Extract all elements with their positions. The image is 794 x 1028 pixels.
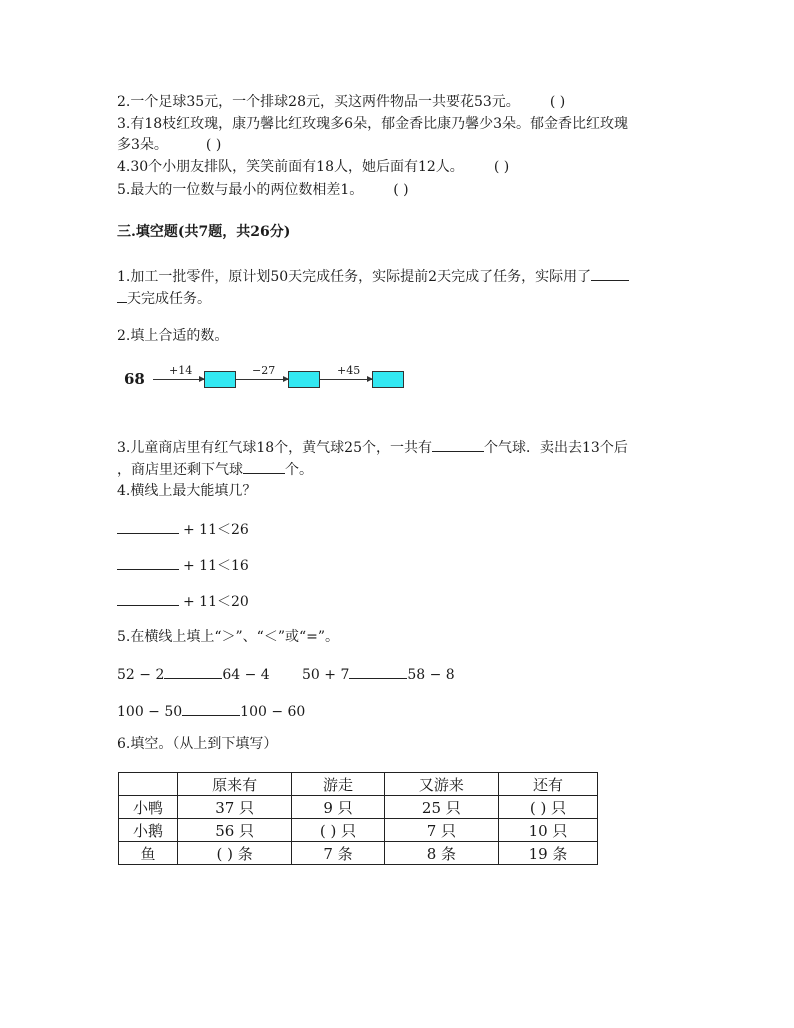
data-table xyxy=(118,772,598,865)
answer-blank[interactable] xyxy=(117,288,127,303)
flow-op-2: −27 xyxy=(252,364,276,377)
compare-row-2: 50 + 7 58 − 8 xyxy=(302,664,455,685)
answer-blank[interactable] xyxy=(349,664,407,679)
answer-parentheses[interactable]: ( ) xyxy=(205,137,222,153)
arrow-icon xyxy=(153,379,204,380)
table-answer-cell[interactable]: ( ) 条 xyxy=(178,842,292,865)
answer-blank[interactable] xyxy=(432,437,484,452)
judge-question-5: 5.最大的一位数与最小的两位数相差1。 ( ) xyxy=(117,182,409,198)
arrow-icon xyxy=(320,379,372,380)
judge-question-3-line2: 多3朵。 ( ) xyxy=(117,137,222,153)
fill-question-3-line2: ，商店里还剩下气球 个。 xyxy=(117,459,313,480)
table-cell: 小鸭 xyxy=(119,796,178,819)
table-cell: 10 只 xyxy=(498,819,597,842)
table-cell: 小鹅 xyxy=(119,819,178,842)
answer-blank[interactable] xyxy=(117,555,179,570)
table-row xyxy=(119,796,598,819)
table-row xyxy=(119,842,598,865)
inequality-row-1: + 11＜26 xyxy=(117,519,249,540)
table-cell: 37 只 xyxy=(178,796,292,819)
judge-question-4: 4.30个小朋友排队，笑笑前面有18人，她后面有12人。 ( ) xyxy=(117,159,510,175)
table-header-row xyxy=(119,773,598,796)
answer-blank[interactable] xyxy=(117,591,179,606)
table-cell: 鱼 xyxy=(119,842,178,865)
table-answer-cell[interactable]: ( ) 只 xyxy=(292,819,384,842)
answer-blank[interactable] xyxy=(164,664,222,679)
fill-question-2: 2.填上合适的数。 xyxy=(117,328,229,344)
flow-start-number: 68 xyxy=(124,370,145,388)
fill-question-4: 4.横线上最大能填几？ xyxy=(117,483,257,499)
table-header-cell: 还有 xyxy=(498,773,597,796)
table-cell: 25 只 xyxy=(384,796,498,819)
table-cell: 8 条 xyxy=(384,842,498,865)
compare-row-1: 52 − 2 64 − 4 xyxy=(117,664,270,685)
table-cell: 56 只 xyxy=(178,819,292,842)
fill-question-6: 6.填空。（从上到下填写） xyxy=(117,736,278,752)
table-cell: 9 只 xyxy=(292,796,384,819)
compare-row-3: 100 − 50 100 − 60 xyxy=(117,701,305,722)
flow-op-1: +14 xyxy=(169,364,193,377)
table-header-cell xyxy=(119,773,178,796)
judge-question-3-line1: 3.有18枝红玫瑰，康乃馨比红玫瑰多6朵，郁金香比康乃馨少3朵。郁金香比红玫瑰 xyxy=(117,116,628,132)
answer-blank[interactable] xyxy=(182,701,240,716)
fill-question-1-line2: 天完成任务。 xyxy=(117,288,211,309)
number-flow-diagram xyxy=(120,362,420,396)
table-header-cell: 原来有 xyxy=(178,773,292,796)
answer-blank[interactable] xyxy=(117,519,179,534)
inequality-row-3: + 11＜20 xyxy=(117,591,249,612)
arrow-icon xyxy=(236,379,288,380)
table-answer-cell[interactable]: ( ) 只 xyxy=(498,796,597,819)
fill-question-3-line1: 3.儿童商店里有红气球18个，黄气球25个，一共有 个气球．卖出去13个后 xyxy=(117,437,628,458)
fill-question-1-line1: 1.加工一批零件，原计划50天完成任务，实际提前2天完成了任务，实际用了 xyxy=(117,266,629,287)
table-header-cell: 又游来 xyxy=(384,773,498,796)
fill-question-5: 5.在横线上填上“＞”、“＜”或“=”。 xyxy=(117,629,340,645)
judge-question-2: 2.一个足球35元，一个排球28元，买这两件物品一共要花53元。 ( ) xyxy=(117,94,566,110)
answer-box-1[interactable] xyxy=(204,371,236,388)
answer-blank[interactable] xyxy=(591,266,629,281)
answer-parentheses[interactable]: ( ) xyxy=(493,159,510,175)
table-cell: 7 只 xyxy=(384,819,498,842)
table-cell: 7 条 xyxy=(292,842,384,865)
answer-blank[interactable] xyxy=(243,459,285,474)
section-title: 三.填空题(共7题，共26分) xyxy=(117,224,291,240)
table-header-cell: 游走 xyxy=(292,773,384,796)
inequality-row-2: + 11＜16 xyxy=(117,555,249,576)
table-row xyxy=(119,819,598,842)
answer-box-2[interactable] xyxy=(288,371,320,388)
table-cell: 19 条 xyxy=(498,842,597,865)
answer-parentheses[interactable]: ( ) xyxy=(393,182,409,198)
answer-box-3[interactable] xyxy=(372,371,404,388)
answer-parentheses[interactable]: ( ) xyxy=(549,94,566,110)
flow-op-3: +45 xyxy=(337,364,361,377)
